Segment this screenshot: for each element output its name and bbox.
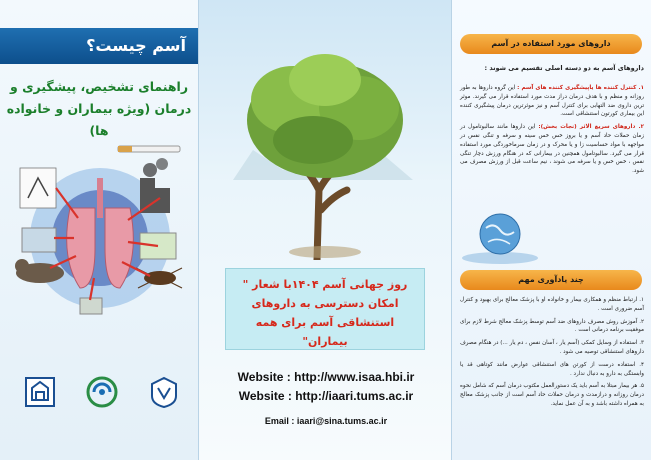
middle-panel <box>199 0 451 460</box>
lungs-triggers-illustration <box>10 138 190 318</box>
subtitle: راهنمای تشخیص، پیشگیری و درمان (ویژه بیماران و خانواده ها) <box>6 79 192 138</box>
email-link[interactable]: Email : iaari@sina.tums.ac.ir <box>264 416 388 426</box>
website-link-iaari[interactable]: Website : http://iaari.tums.ac.ir <box>238 389 414 403</box>
left-panel <box>0 0 199 460</box>
note-item: ۴. استفاده درست از کورتن های استنشاقی عوارض مانند کوتاهی قد یا وابستگی به دارو به دنبال ندارد . <box>460 361 644 377</box>
drugs-section <box>460 84 644 180</box>
society-logo-icon <box>84 374 120 410</box>
logos-row <box>22 374 182 410</box>
drug-reliever-paragraph <box>460 123 644 176</box>
drugs-heading: داروهای مورد استفاده در آسم <box>460 34 642 54</box>
drug-reliever-text: این داروها مانند سالبوتامول در زمان حملات حاد آسم و یا بروز خس خس سینه و سرفه و تنگی نفس در مواجهه با مواد حساسیت زا و یا محرک و در زمان سرماخوردگی مورد استفاده قرار می گیرد. سالبوتامول همچنین در بیمارانی که در هنگام ورزش دچار تنگی نفس ، خس خس و یا سرفه می شوند ، نیم ساعت قبل از ورزش مصرف می شود. <box>460 124 644 175</box>
drug-controller-paragraph <box>460 84 644 119</box>
notes-heading: چند یادآوری مهم <box>460 270 642 290</box>
ministry-logo-icon <box>146 374 182 410</box>
drugs-intro: داروهای آسم به دو دسته اصلی تقسیم می شوند : <box>484 64 644 72</box>
tree-illustration <box>213 30 437 260</box>
page-title: آسم چیست؟ <box>0 28 198 64</box>
drug-controller-text: این گروه داروها به طور روزانه و منظم و با هدف درمان دراز مدت مورد استفاده قرار می گیرند. موثر ترین داروی ضد التهابی برای کنترل آسم و نیز موثرترین درمان پیشگیری کننده این بیماری کورتون استنشاقی است. <box>460 85 644 118</box>
drug-reliever-title: ۲. داروهای سریع الاثر (نجات بخش): <box>538 124 645 131</box>
globe-illustration <box>460 208 540 264</box>
university-logo-icon <box>22 374 58 410</box>
website-link-isaa[interactable]: Website : http://www.isaa.hbi.ir <box>237 370 415 384</box>
note-item: ۱. ارتباط منظم و همکاری بیمار و خانواده او با پزشک معالج برای بهبود و کنترل آسم ضروری است . <box>460 297 644 312</box>
right-panel <box>451 0 651 460</box>
note-item: ۵. هر بیمار مبتلا به آسم باید یک دستورالعمل مکتوب درمان آسم که شامل نحوه درمان روزانه و درازمدت و درمان حملات حاد آسم است از جانب پزشک معالج به همراه داشته باشد و به آن عمل نماید. <box>460 383 644 407</box>
drug-controller-title: ۱. کنترل کننده ها یاپیشگیری کننده های آسم : <box>517 85 645 91</box>
note-item: ۳. استفاده از وسایل کمکی (آسم یار ، آسان نفس ، دم یار ...) در هنگام مصرف داروهای استنشاقی توصیه می شود . <box>460 340 644 355</box>
note-item: ۲. آموزش روش مصرف داروهای ضد آسم توسط پزشک معالج شرط لازم برای موفقیت برنامه درمانی است . <box>460 318 644 334</box>
world-asthma-day-message: روز جهانی آسم ۱۴۰۴با شعار " امکان دسترسی به داروهای استنشاقی آسم برای همه بیماران" <box>225 268 425 350</box>
notes-list <box>460 296 644 413</box>
